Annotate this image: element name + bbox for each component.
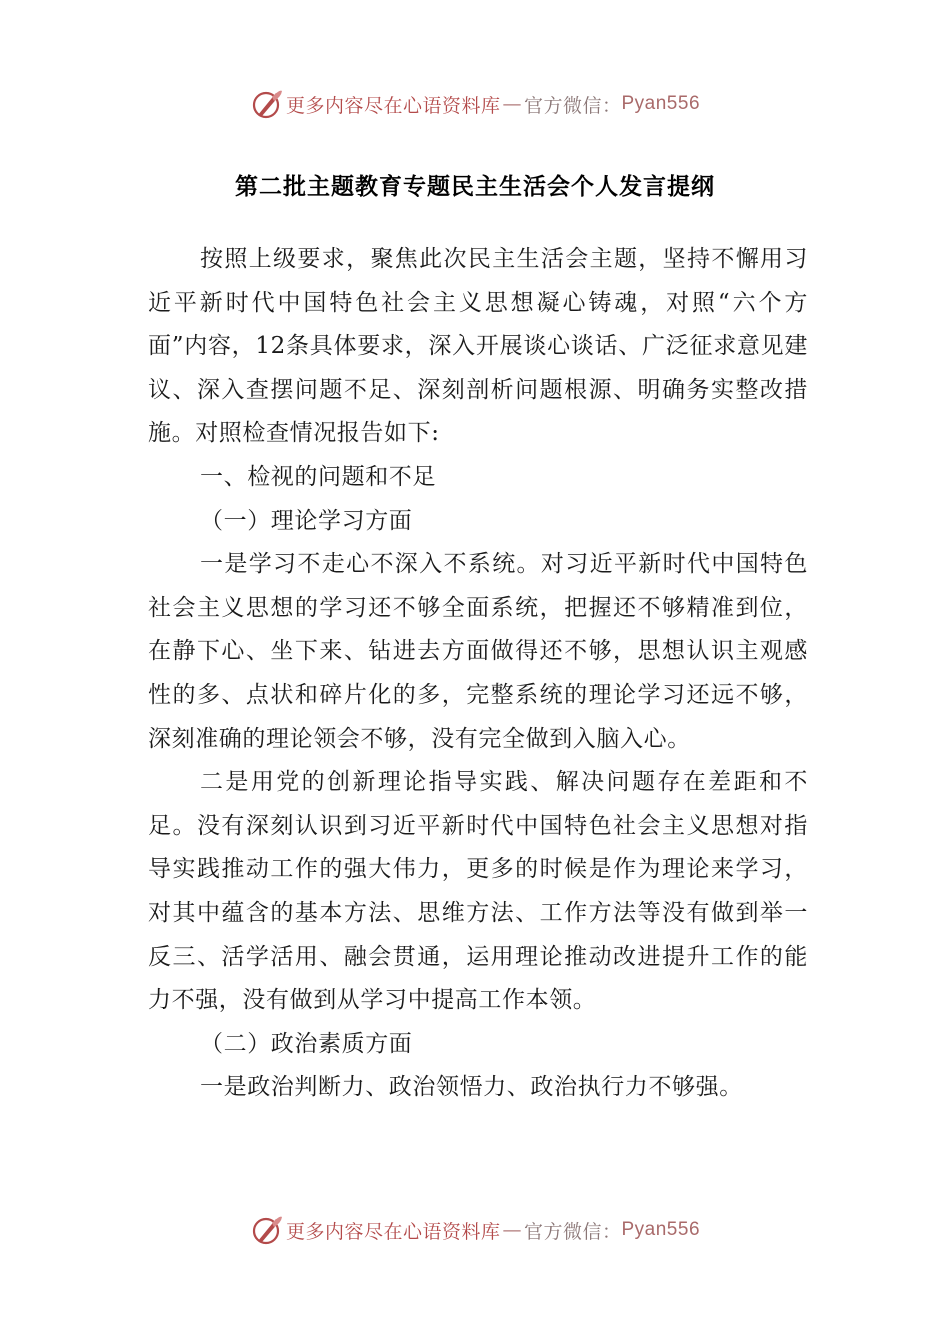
watermark-id: Pyan556 <box>621 1219 701 1240</box>
watermark-id: Pyan556 <box>621 93 701 114</box>
paragraph-3: 一是政治判断力、政治领悟力、政治执行力不够强。 <box>200 1074 743 1101</box>
watermark-dash: — <box>502 1219 522 1241</box>
subsection-heading-2: （二）政治素质方面 <box>200 1030 413 1057</box>
section-heading-1: 一、检视的问题和不足 <box>200 463 436 490</box>
document-body <box>148 238 808 1110</box>
watermark-header <box>0 84 950 124</box>
watermark-brand: 更多内容尽在心语资料库 <box>285 1220 501 1243</box>
watermark-brand: 更多内容尽在心语资料库 <box>285 94 501 117</box>
paragraph-2: 二是用党的创新理论指导实践、解决问题存在差距和不足。没有深刻认识到习近平新时代中国特色社会主义思想对指导实践推动工作的强大伟力，更多的时候是作为理论来学习，对其中蕴含的基本方法、思维方法、工作方法等没有做到举一反三、活学活用、融会贯通，运用理论推动改进提升工作的能力不强，没有做到从学习中提高工作本领。 <box>148 769 808 1014</box>
subsection-heading-1: （一）理论学习方面 <box>200 507 413 534</box>
watermark-official: 官方微信： <box>523 1220 622 1243</box>
paragraph-1: 一是学习不走心不深入不系统。对习近平新时代中国特色社会主义思想的学习还不够全面系统，把握还不够精准到位，在静下心、坐下来、钻进去方面做得还不够，思想认识主观感性的多、点状和碎片化的多，完整系统的理论学习还远不够，深刻准确的理论领会不够，没有完全做到入脑入心。 <box>148 551 808 752</box>
intro-paragraph: 按照上级要求，聚焦此次民主生活会主题，坚持不懈用习近平新时代中国特色社会主义思想凝心铸魂，对照“六个方面”内容，12条具体要求，深入开展谈心谈话、广泛征求意见建议、深入查摆问题不足、深刻剖析问题根源、明确务实整改措施。对照检查情况报告如下: <box>148 246 808 447</box>
quill-logo-icon <box>250 87 284 121</box>
watermark-official: 官方微信： <box>523 94 622 117</box>
watermark-dash: — <box>502 93 522 115</box>
quill-logo-icon <box>250 1213 284 1247</box>
document-title: 第二批主题教育专题民主生活会个人发言提纲 <box>235 173 715 200</box>
watermark-footer <box>0 1210 950 1250</box>
